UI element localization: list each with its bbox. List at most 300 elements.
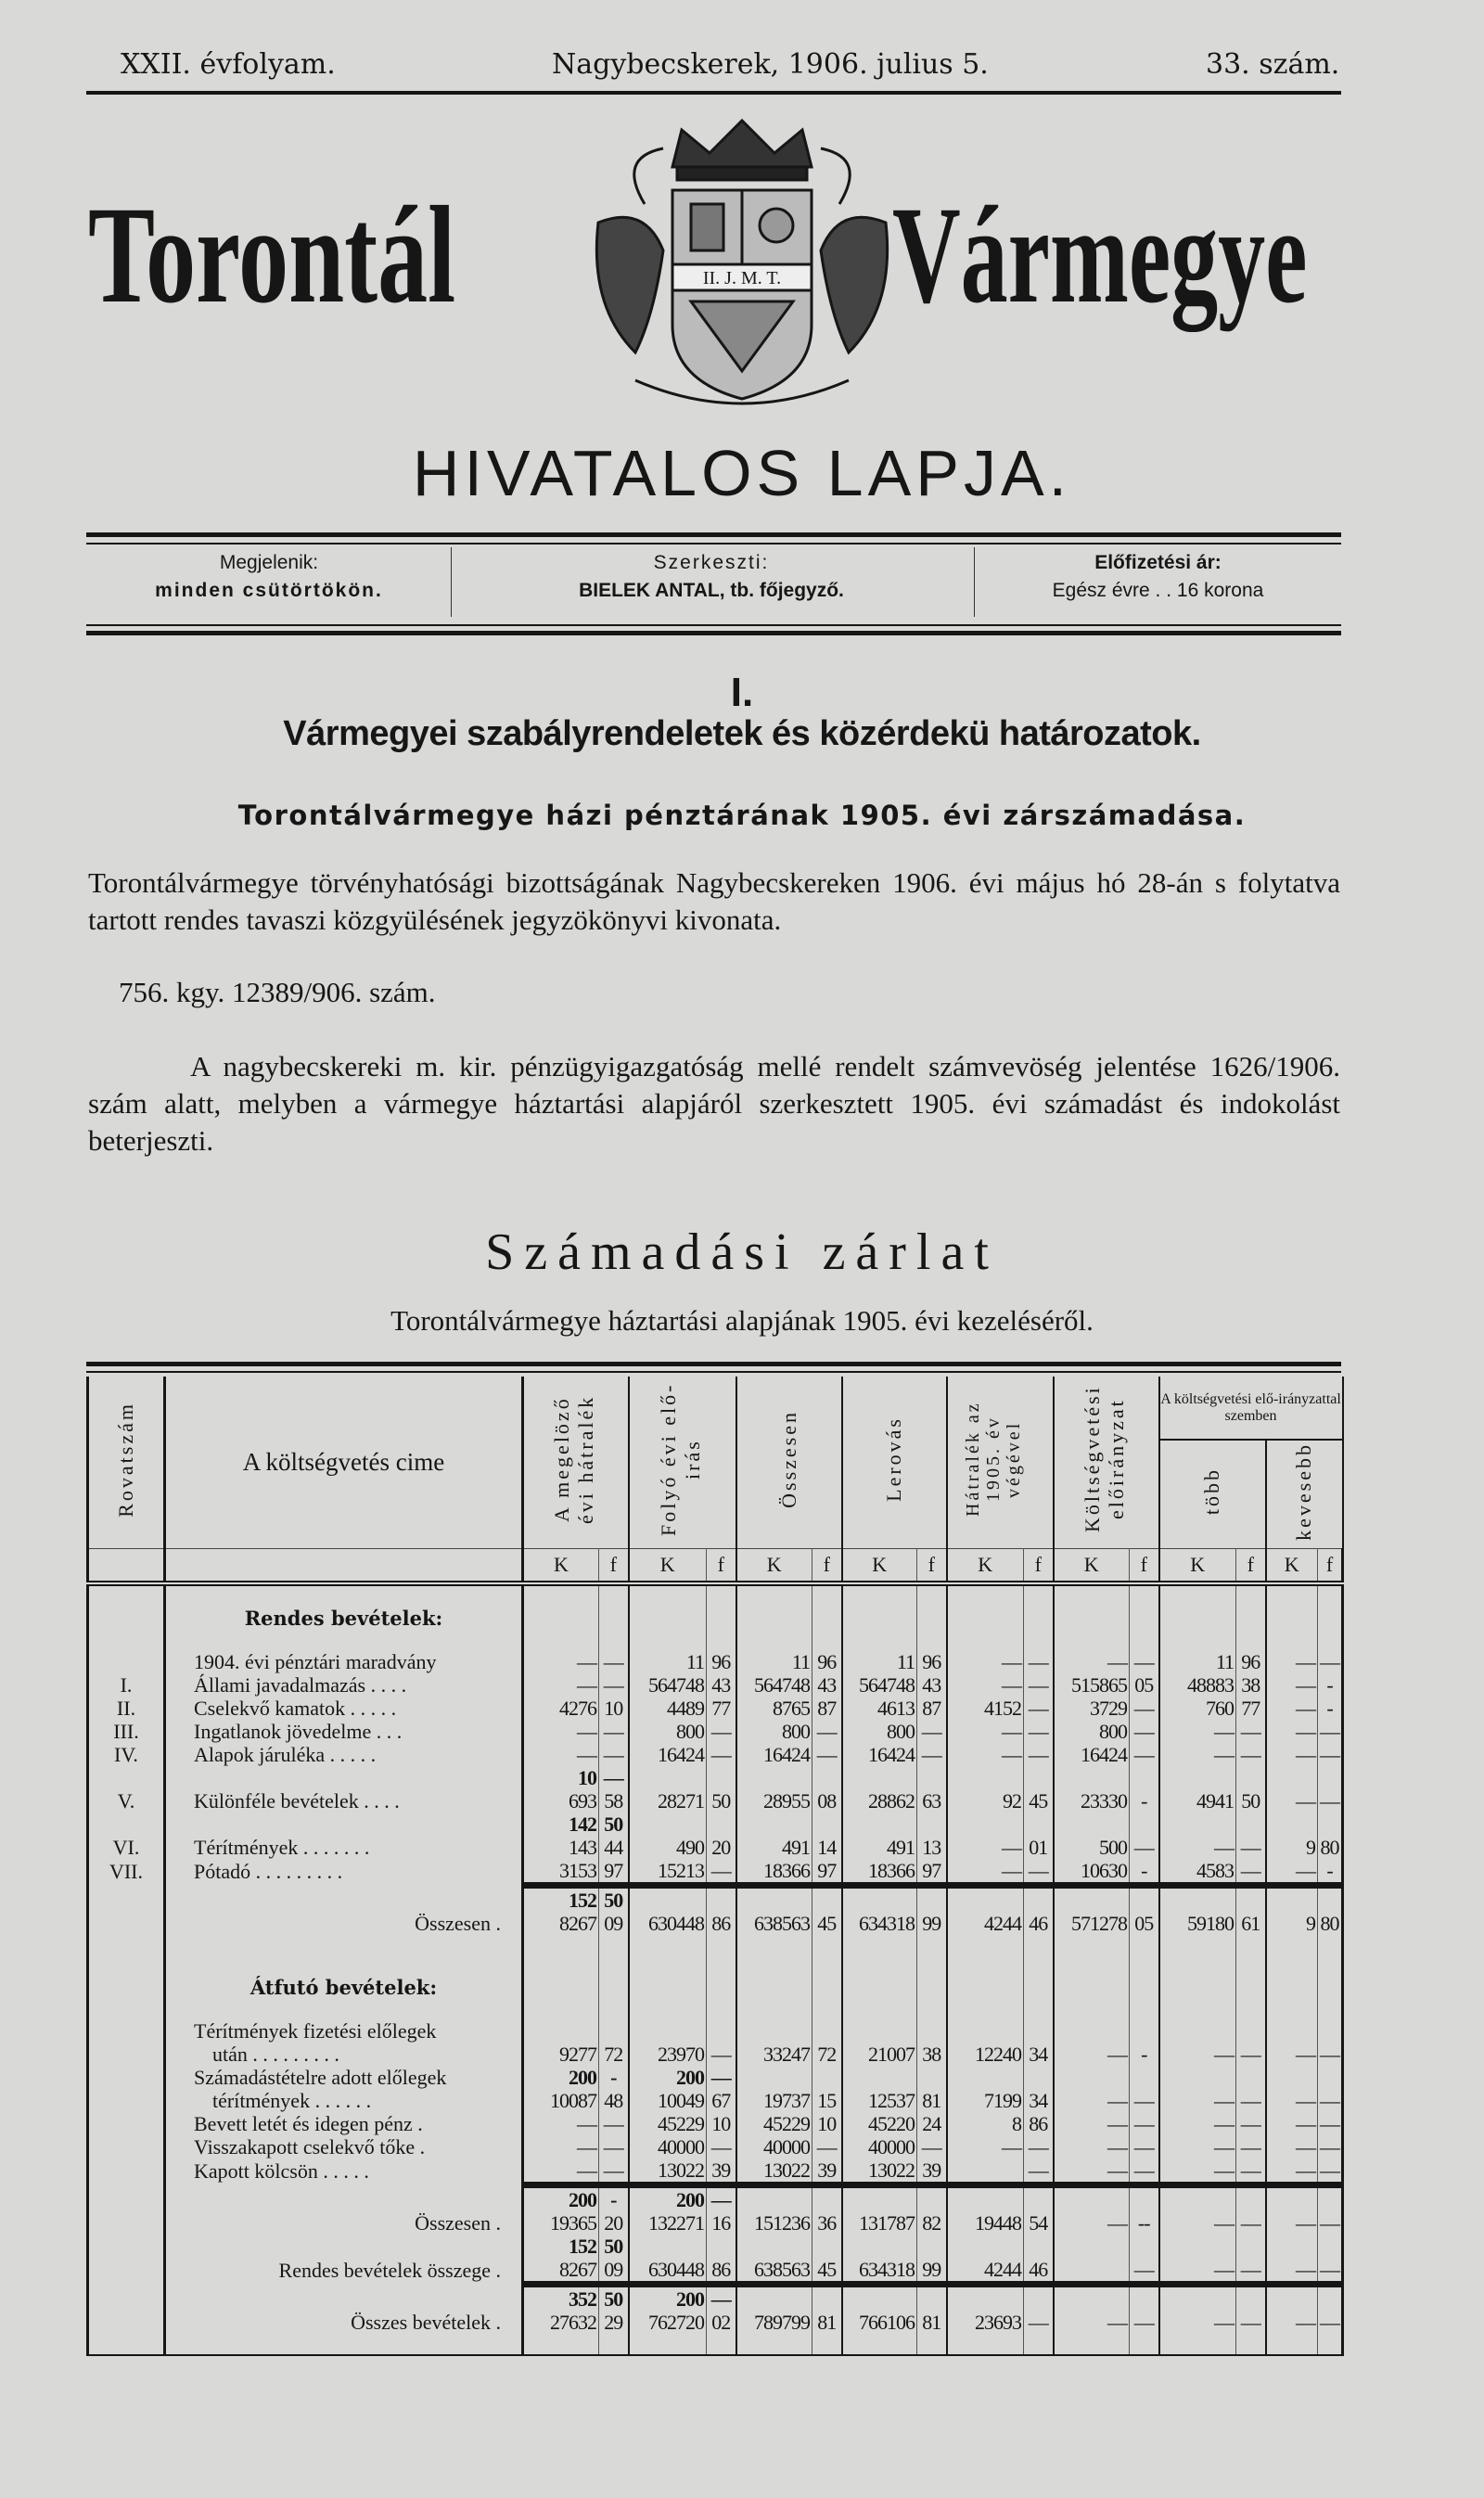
amount-filler [812, 1935, 842, 1955]
amount-filler [1130, 1766, 1159, 1789]
amount-filler [1236, 1955, 1266, 1976]
amount-filler [1236, 2235, 1266, 2258]
divider [86, 543, 1341, 544]
amount-korona [1159, 2019, 1236, 2043]
amount-korona: 40000 [842, 2135, 917, 2159]
amount-korona: 762720 [629, 2311, 707, 2334]
header-hatralek [947, 1377, 1054, 1548]
amount-filler: — [599, 2112, 629, 2135]
amount-korona: — [1266, 2135, 1318, 2159]
table-row [88, 2284, 1343, 2311]
amount-korona: 45220 [842, 2112, 917, 2135]
reference-number: 756. kgy. 12389/906. szám. [119, 976, 436, 1008]
amount-korona [947, 1955, 1024, 1976]
amount-filler: 97 [599, 1859, 629, 1886]
amount-korona: — [523, 2135, 599, 2159]
row-number: V. [88, 1789, 165, 1813]
amount-korona [1159, 1766, 1236, 1789]
row-label: Ingatlanok jövedelme . . . [165, 1720, 523, 1743]
amount-korona [947, 2019, 1024, 2043]
row-number [88, 2112, 165, 2135]
amount-korona [1054, 1630, 1130, 1650]
row-number [88, 1813, 165, 1836]
row-label [165, 1583, 523, 1607]
divider [86, 631, 1341, 635]
amount-korona: 8267 [523, 2258, 599, 2285]
amount-filler [1130, 1955, 1159, 1976]
amount-korona [736, 2019, 812, 2043]
amount-korona: 11 [842, 1650, 917, 1673]
unit-k: K [842, 1548, 917, 1583]
amount-korona: — [947, 1859, 1024, 1886]
amount-filler: — [1024, 1673, 1054, 1697]
amount-korona: — [1054, 2211, 1130, 2235]
amount-filler: — [1236, 2112, 1266, 2135]
unit-f: f [599, 1548, 629, 1583]
amount-filler: — [812, 2135, 842, 2159]
amount-filler: 46 [1024, 1912, 1054, 1935]
amount-filler: — [707, 2135, 736, 2159]
amount-korona: 800 [736, 1720, 812, 1743]
amount-korona [1054, 1999, 1130, 2019]
amount-filler: — [1236, 2159, 1266, 2185]
header-label: A megelöző évi hátralék [549, 1394, 597, 1524]
amount-filler [812, 2284, 842, 2311]
amount-filler [1236, 1813, 1266, 1836]
table-row [88, 2235, 1343, 2258]
amount-filler: — [1236, 1836, 1266, 1859]
masthead-left: Torontál [88, 178, 456, 332]
amount-filler: — [1130, 2112, 1159, 2135]
amount-korona [842, 1583, 917, 1607]
amount-korona: 27632 [523, 2311, 599, 2334]
amount-korona [947, 2235, 1024, 2258]
header-eloiranyzat [1054, 1377, 1159, 1548]
amount-filler [917, 1766, 947, 1789]
amount-filler: — [917, 2135, 947, 2159]
amount-filler: 36 [812, 2211, 842, 2235]
amount-filler [599, 1976, 629, 1999]
amount-filler [707, 1813, 736, 1836]
amount-filler [1236, 1583, 1266, 1607]
row-label: után . . . . . . . . . [165, 2043, 523, 2066]
amount-korona [736, 2184, 812, 2211]
amount-filler [1236, 2184, 1266, 2211]
amount-filler [917, 2019, 947, 2043]
appears-info [88, 549, 450, 605]
section-header-row [88, 1607, 1343, 1630]
amount-filler: — [1236, 2258, 1266, 2285]
row-number [88, 1630, 165, 1650]
amount-filler [812, 1607, 842, 1630]
amount-filler: 29 [599, 2311, 629, 2334]
amount-korona: 9277 [523, 2043, 599, 2066]
amount-filler: — [1024, 2159, 1054, 2185]
amount-filler: 50 [707, 1789, 736, 1813]
amount-filler: 80 [1318, 1912, 1343, 1935]
amount-filler: — [599, 2135, 629, 2159]
amount-filler [707, 2235, 736, 2258]
amount-korona: 16424 [1054, 1743, 1130, 1766]
amount-korona: 12240 [947, 2043, 1024, 2066]
header-label: Rovatszám [114, 1401, 137, 1518]
amount-korona: 152 [523, 1885, 599, 1912]
row-number [88, 2235, 165, 2258]
amount-korona: — [1266, 2159, 1318, 2185]
amount-filler [1318, 1583, 1343, 1607]
amount-korona: — [523, 1743, 599, 1766]
amount-filler: — [707, 1720, 736, 1743]
amount-filler: — [1236, 2043, 1266, 2066]
amount-filler [1130, 1935, 1159, 1955]
amount-korona: 8 [947, 2112, 1024, 2135]
row-number: III. [88, 1720, 165, 1743]
amount-filler: 99 [917, 1912, 947, 1935]
amount-filler [1024, 1935, 1054, 1955]
row-label [165, 1885, 523, 1912]
amount-filler [1130, 1607, 1159, 1630]
amount-filler: — [1130, 2089, 1159, 2112]
row-number [88, 2089, 165, 2112]
amount-filler [1318, 2284, 1343, 2311]
amount-korona [947, 1583, 1024, 1607]
amount-korona [1054, 2258, 1130, 2285]
unit-f: f [1024, 1548, 1054, 1583]
amount-filler: 97 [917, 1859, 947, 1886]
amount-korona [1054, 2334, 1130, 2355]
amount-korona: 59180 [1159, 1912, 1236, 1935]
amount-korona: 28271 [629, 1789, 707, 1813]
amount-filler [1318, 1935, 1343, 1955]
amount-korona: 789799 [736, 2311, 812, 2334]
amount-filler: 10 [812, 2112, 842, 2135]
amount-filler: — [707, 1859, 736, 1886]
amount-filler [917, 2235, 947, 2258]
amount-korona: 143 [523, 1836, 599, 1859]
amount-filler: - [1318, 1697, 1343, 1720]
amount-korona [736, 1885, 812, 1912]
amount-korona: 766106 [842, 2311, 917, 2334]
amount-filler: — [707, 2043, 736, 2066]
unit-f: f [1318, 1548, 1343, 1583]
amount-filler: 50 [1236, 1789, 1266, 1813]
amount-filler [1318, 1976, 1343, 1999]
amount-korona [1054, 1813, 1130, 1836]
amount-korona: 638563 [736, 1912, 812, 1935]
amount-korona [736, 1935, 812, 1955]
amount-filler: — [1024, 1859, 1054, 1886]
amount-korona [523, 1935, 599, 1955]
amount-filler: 10 [599, 1697, 629, 1720]
amount-filler: — [1236, 1859, 1266, 1886]
amount-filler [1024, 1955, 1054, 1976]
amount-korona: 151236 [736, 2211, 812, 2235]
row-label: Rendes bevételek összege . [165, 2258, 523, 2285]
article-subtitle: Torontálvármegye házi pénztárának 1905. évi zárszámadása. [237, 800, 1247, 831]
amount-filler [1236, 1935, 1266, 1955]
amount-filler: 87 [917, 1697, 947, 1720]
header-szemben: A költségvetési elő-irányzattal szemben [1159, 1377, 1343, 1440]
amount-korona [629, 1583, 707, 1607]
spacer-row [88, 2334, 1343, 2355]
row-label: Pótadó . . . . . . . . . [165, 1859, 523, 1886]
row-number [88, 2258, 165, 2285]
amount-filler [1024, 2019, 1054, 2043]
amount-korona: 638563 [736, 2258, 812, 2285]
header-label: kevesebb [1292, 1441, 1315, 1541]
amount-korona: 28862 [842, 1789, 917, 1813]
amount-filler [1236, 1630, 1266, 1650]
row-label [165, 2284, 523, 2311]
amount-korona: 18366 [842, 1859, 917, 1886]
row-label: Rendes bevételek: [165, 1607, 523, 1630]
unit-f: f [1236, 1548, 1266, 1583]
amount-korona: 4583 [1159, 1859, 1236, 1886]
amount-korona: 92 [947, 1789, 1024, 1813]
amount-filler [1024, 1976, 1054, 1999]
amount-filler: — [1130, 1836, 1159, 1859]
amount-korona: — [1266, 2311, 1318, 2334]
amount-filler [1024, 2334, 1054, 2355]
amount-korona: 8267 [523, 1912, 599, 1935]
amount-filler [1024, 1607, 1054, 1630]
amount-korona [947, 1607, 1024, 1630]
amount-korona: — [1159, 1743, 1236, 1766]
row-number [88, 2043, 165, 2066]
header-lerovas [842, 1377, 947, 1548]
row-number [88, 1583, 165, 1607]
table-row [88, 1720, 1343, 1743]
amount-korona [736, 1999, 812, 2019]
amount-korona [1159, 1935, 1236, 1955]
header-label: Költségvetési előirányzat [1080, 1385, 1128, 1533]
volume-label: XXII. évfolyam. [121, 48, 336, 81]
amount-korona: 13022 [629, 2159, 707, 2185]
amount-korona: — [1159, 2135, 1236, 2159]
amount-filler: 67 [707, 2089, 736, 2112]
row-number [88, 2211, 165, 2235]
amount-korona: — [1159, 2159, 1236, 2185]
amount-filler [812, 2334, 842, 2355]
amount-korona [736, 1607, 812, 1630]
amount-korona: 13022 [736, 2159, 812, 2185]
amount-filler: 96 [707, 1650, 736, 1673]
row-label [165, 1955, 523, 1976]
spacer-row [88, 1935, 1343, 1955]
row-number [88, 1885, 165, 1912]
divider [86, 1362, 1341, 1366]
amount-filler: — [1024, 1720, 1054, 1743]
amount-korona: 16424 [736, 1743, 812, 1766]
amount-korona [1054, 2019, 1130, 2043]
divider [86, 624, 1341, 626]
amount-korona [1266, 2334, 1318, 2355]
amount-korona [1159, 2334, 1236, 2355]
amount-korona [736, 2066, 812, 2089]
amount-korona: — [1054, 1650, 1130, 1673]
amount-filler: 10 [707, 2112, 736, 2135]
amount-korona [842, 2284, 917, 2311]
amount-filler: 14 [812, 1836, 842, 1859]
section-header-row [88, 1976, 1343, 1999]
amount-korona [947, 1630, 1024, 1650]
amount-filler [812, 1630, 842, 1650]
unit-header-row [88, 1548, 1343, 1583]
amount-korona [1159, 2284, 1236, 2311]
amount-korona [1054, 1976, 1130, 1999]
amount-filler [812, 1885, 842, 1912]
amount-korona [736, 1583, 812, 1607]
amount-filler [812, 2066, 842, 2089]
amount-korona [629, 1955, 707, 1976]
amount-korona [1054, 1583, 1130, 1607]
amount-filler: 81 [917, 2311, 947, 2334]
unit-f: f [812, 1548, 842, 1583]
amount-korona [947, 1935, 1024, 1955]
amount-korona: 10087 [523, 2089, 599, 2112]
header-rovatszam [88, 1377, 165, 1548]
amount-filler [1130, 2184, 1159, 2211]
amount-korona: 490 [629, 1836, 707, 1859]
amount-korona [947, 2184, 1024, 2211]
amount-korona: 19737 [736, 2089, 812, 2112]
amount-korona [842, 2066, 917, 2089]
row-label: Visszakapott cselekvő tőke . [165, 2135, 523, 2159]
amount-korona [1054, 1885, 1130, 1912]
amount-korona [629, 1607, 707, 1630]
amount-filler: - [1318, 1673, 1343, 1697]
amount-filler: — [707, 2184, 736, 2211]
body-paragraph: A nagybecskereki m. kir. pénzügyigazgatóság mellé rendelt számvevöség jelentése 1626/1906. szám alatt, melyben a vármegye háztartási alapjáról szerkesztett 1905. évi számadást és indokolást beterjeszti. [88, 1050, 1340, 1157]
intro-paragraph: Torontálvármegye törvényhatósági bizottságának Nagybecskereken 1906. évi május hó 28-án s folytatva tartott rendes tavaszi közgyülésének jegyzökönyvi kivonata. [88, 866, 1340, 936]
amount-filler: — [1130, 2159, 1159, 2185]
row-label [165, 1813, 523, 1836]
amount-filler [917, 1955, 947, 1976]
amount-korona [1159, 2235, 1236, 2258]
amount-filler [707, 2334, 736, 2355]
amount-filler: — [1130, 2311, 1159, 2334]
amount-filler: - [1130, 2043, 1159, 2066]
amount-filler [1024, 1630, 1054, 1650]
total-row [88, 1912, 1343, 1935]
publication-subtitle: HIVATALOS LAPJA. [412, 437, 1072, 509]
amount-korona [523, 2334, 599, 2355]
amount-filler [707, 2019, 736, 2043]
amount-korona [736, 2235, 812, 2258]
row-number [88, 2135, 165, 2159]
amount-korona [1266, 1999, 1318, 2019]
amount-filler [917, 2184, 947, 2211]
amount-filler: 44 [599, 1836, 629, 1859]
table-row [88, 2089, 1343, 2112]
row-label: Bevett letét és idegen pénz . [165, 2112, 523, 2135]
amount-korona [523, 2019, 599, 2043]
amount-korona: 10630 [1054, 1859, 1130, 1886]
amount-korona [1266, 1813, 1318, 1836]
amount-filler [707, 1766, 736, 1789]
row-label: Térítmények fizetési előlegek [165, 2019, 523, 2043]
amount-filler: — [599, 1673, 629, 1697]
amount-filler: 39 [812, 2159, 842, 2185]
amount-korona [1054, 1955, 1130, 1976]
amount-korona [1266, 1935, 1318, 1955]
table-row [88, 1650, 1343, 1673]
amount-filler: — [1318, 2043, 1343, 2066]
amount-korona [1054, 2066, 1130, 2089]
amount-filler: — [1130, 1743, 1159, 1766]
amount-filler: 50 [599, 1885, 629, 1912]
amount-filler: 20 [707, 1836, 736, 1859]
amount-filler: — [1318, 2135, 1343, 2159]
amount-korona [523, 1630, 599, 1650]
amount-korona: 200 [523, 2184, 599, 2211]
amount-korona: — [1266, 2211, 1318, 2235]
amount-filler: 86 [1024, 2112, 1054, 2135]
amount-korona [736, 1976, 812, 1999]
editor-value: BIELEK ANTAL, tb. főjegyző. [579, 580, 844, 601]
row-number [88, 1976, 165, 1999]
amount-korona: — [1266, 1743, 1318, 1766]
amount-filler: 72 [599, 2043, 629, 2066]
amount-korona: 800 [842, 1720, 917, 1743]
amount-korona: 19448 [947, 2211, 1024, 2235]
amount-filler [1130, 2019, 1159, 2043]
amount-korona: — [947, 1836, 1024, 1859]
row-number [88, 1766, 165, 1789]
row-label [165, 2184, 523, 2211]
amount-korona: 10 [523, 1766, 599, 1789]
row-label: Különféle bevételek . . . . [165, 1789, 523, 1813]
amount-korona [842, 1976, 917, 1999]
total-row [88, 2258, 1343, 2285]
amount-filler: 80 [1318, 1836, 1343, 1859]
table-row [88, 2159, 1343, 2185]
section-number: I. [730, 670, 754, 715]
amount-korona [629, 2334, 707, 2355]
amount-filler [599, 2019, 629, 2043]
coat-of-arms-logo [561, 102, 923, 427]
amount-filler: 34 [1024, 2089, 1054, 2112]
amount-filler: 13 [917, 1836, 947, 1859]
amount-filler: — [1130, 1650, 1159, 1673]
amount-korona: 564748 [736, 1673, 812, 1697]
amount-filler: 15 [812, 2089, 842, 2112]
amount-korona [736, 2284, 812, 2311]
amount-korona: 564748 [842, 1673, 917, 1697]
amount-filler: 34 [1024, 2043, 1054, 2066]
masthead-right: Vármegye [892, 178, 1308, 332]
amount-filler [1318, 2019, 1343, 2043]
crest-text: II. J. M. T. [702, 268, 782, 288]
amount-korona [523, 1999, 599, 2019]
amount-korona [842, 1607, 917, 1630]
amount-korona: — [947, 2135, 1024, 2159]
amount-filler: 63 [917, 1789, 947, 1813]
amount-korona: 23970 [629, 2043, 707, 2066]
amount-korona [842, 1885, 917, 1912]
amount-filler: — [1024, 2311, 1054, 2334]
amount-korona: 571278 [1054, 1912, 1130, 1935]
amount-korona: — [1266, 2089, 1318, 2112]
amount-filler [812, 2184, 842, 2211]
amount-filler: — [1130, 1697, 1159, 1720]
amount-filler [812, 1766, 842, 1789]
amount-korona [629, 1766, 707, 1789]
amount-korona: — [1159, 2112, 1236, 2135]
amount-filler [1024, 2066, 1054, 2089]
amount-korona [947, 2066, 1024, 2089]
amount-korona [736, 1955, 812, 1976]
